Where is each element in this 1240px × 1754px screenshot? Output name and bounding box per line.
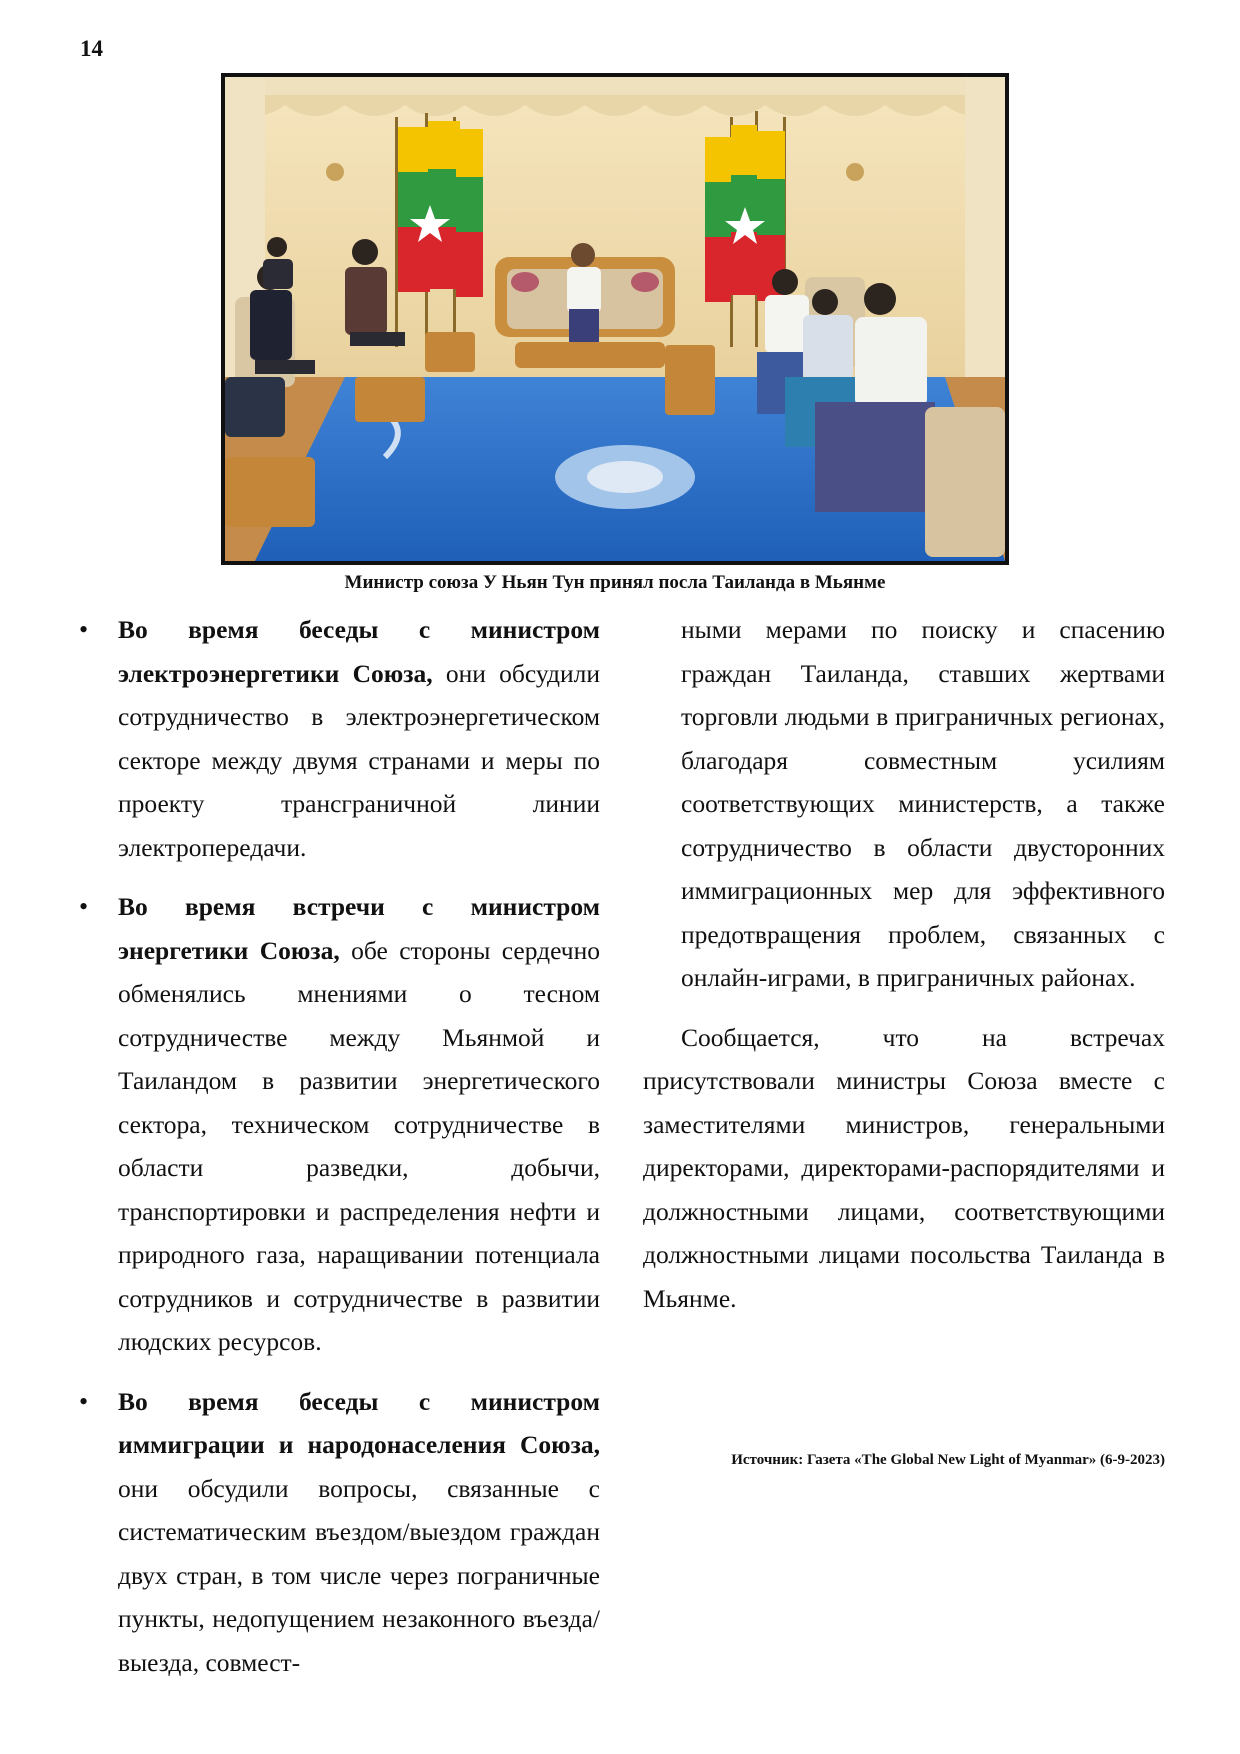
meeting-photo-illustration (225, 77, 1005, 561)
bullet-lead: Во время встречи с министром энергетики Союза, (118, 892, 600, 965)
side-table-right (665, 345, 715, 415)
bullet-text: они обсудили вопросы, связанные с систематическим въездом/выездом граждан двух стран, в том числе через пограничные пункты, недопущением незаконного въезда/выезда, совмест- (118, 1473, 600, 1677)
page-number: 14 (80, 36, 103, 61)
wall-lamp (846, 163, 864, 181)
source-credit: Источник: Газета «The Global New Light of Myanmar» (6-9-2023) (731, 1452, 1165, 1468)
side-table-left (425, 332, 475, 372)
bullet-list (80, 608, 600, 1684)
bullet-text: обе стороны сердечно обменялись мнениями о тесном сотрудничестве между Мьянмой и Таиландом в развитии энергетического сектора, техническом сотрудничестве в области разведки, добычи, транспортировки и распределения нефти и природного газа, наращивании потенциала сотрудников и сотрудничестве в развитии людских ресурсов. (118, 935, 600, 1356)
bullet-text: они обсудили сотрудничество в электроэнергетическом секторе между двумя странами и меры по проекту трансграничной линии электропередачи. (118, 658, 600, 862)
left-column (80, 608, 600, 1700)
bullet-continuation: ными мерами по поиску и спасению граждан Таиланда, ставших жертвами торговли людьми в приграничных регионах, благодаря совместным усилиям соответствующих министерств, а также сотрудничество в области двусторонних иммиграционных мер для эффективного предотвращения проблем, связанных с онлайн-играми, в приграничных районах. (681, 615, 1165, 992)
centre-table (515, 342, 665, 368)
right-column (643, 608, 1165, 1320)
bullet-electricity (80, 608, 600, 869)
wall-lamp (326, 163, 344, 181)
photo-caption: Министр союза У Ньян Тун принял посла Таиланда в Мьянме (344, 572, 886, 593)
bullet-energy (80, 885, 600, 1364)
bullet-lead: Во время беседы с министром иммиграции и народонаселения Союза, (118, 1386, 600, 1459)
body-paragraph: Сообщается, что на встречах присутствовали министры Союза вместе с заместителями министров, генеральными директорами, директорами-распорядителями и должностными лицами, соответствующими должностными лицами посольства Таиланда в Мьянме. (643, 1022, 1165, 1313)
bullet-lead: Во время беседы с министром электроэнергетики Союза, (118, 615, 600, 688)
meeting-photo (221, 73, 1009, 565)
bullet-immigration (80, 1380, 600, 1685)
